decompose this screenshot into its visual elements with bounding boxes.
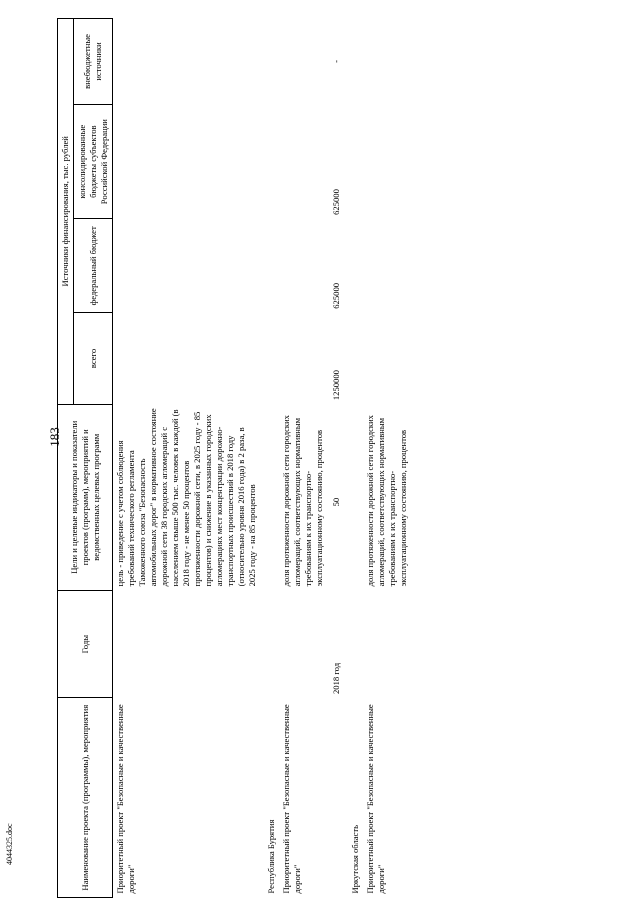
header-regional: консолидированные бюджеты субъектов Российской Федерации [74, 104, 113, 218]
row-total: 1250000 [331, 370, 341, 401]
row-goal: цель - приведение с учетом соблюдения требований технического регламента Таможенного союза "Безопасность автомобильных дорог" в нормативное состояние дорожной сети 38 городских агломераций с населением свыше 500 тыс. человек в каждой (в 2018 году - не менее 50 процентов протяженности дорожной сети, в 2025 году - 85 процентов) и снижение в указанных городских агломерациях мест концентрации дорожно-транспортных происшествий в 2018 году (относительно уровня 2016 года) в 2 раза, в 2025 году - на 85 процентов [115, 408, 257, 587]
row-extra: - [331, 60, 341, 63]
region-row [260, 19, 279, 898]
table-row [113, 19, 261, 898]
table-header [58, 19, 113, 898]
row-regional [363, 104, 411, 218]
row-total [363, 313, 411, 404]
row-extra [113, 19, 261, 105]
row-extra [363, 19, 411, 105]
row-goal-cell [279, 404, 344, 590]
row-year: 2018 год [331, 662, 341, 694]
header-years: Годы [58, 590, 113, 698]
header-extra: внебюджетные источники [74, 19, 113, 105]
row-goal-value: 50 [331, 497, 341, 507]
footer-doc-id: 4044325.doc [5, 823, 14, 865]
row-name: Приоритетный проект "Безопасные и качественные дороги" [365, 704, 386, 894]
row-year [363, 590, 411, 698]
region-name: Республика Бурятия [266, 819, 276, 894]
rotated-sheet [57, 18, 617, 898]
table-row [279, 19, 344, 898]
header-sources: Источники финансирования, тыс. рублей [58, 19, 74, 405]
row-name: Приоритетный проект "Безопасные и качественные дороги" [115, 704, 136, 894]
row-name: Приоритетный проект "Безопасные и качественные дороги" [281, 704, 302, 894]
row-federal [113, 219, 261, 313]
row-regional: 625000 [331, 189, 341, 215]
header-name: Наименование проекта (программы), мероприятия [58, 698, 113, 898]
region-row [344, 19, 363, 898]
region-name: Иркутская область [350, 824, 360, 894]
row-total [113, 313, 261, 404]
header-total: всего [74, 313, 113, 404]
row-federal [363, 219, 411, 313]
row-goal: доля протяженности дорожной сети городских агломераций, соответствующих нормативным требованиям к их транспортно-эксплуатационному состоянию, процентов [281, 415, 324, 587]
page-number: 183 [47, 427, 62, 447]
row-goal: доля протяженности дорожной сети городских агломераций, соответствующих нормативным требованиям к их транспортно-эксплуатационному состоянию, процентов [365, 415, 408, 587]
financing-table [57, 18, 411, 898]
header-federal: федеральный бюджет [74, 219, 113, 313]
header-goals: Цели и целевые индикаторы и показатели проектов (программ), мероприятий и ведомственных целевых программ [58, 404, 113, 590]
row-regional [113, 104, 261, 218]
row-year [113, 590, 261, 698]
table-row [363, 19, 411, 898]
row-federal: 625000 [331, 282, 341, 309]
table-body [113, 19, 412, 898]
